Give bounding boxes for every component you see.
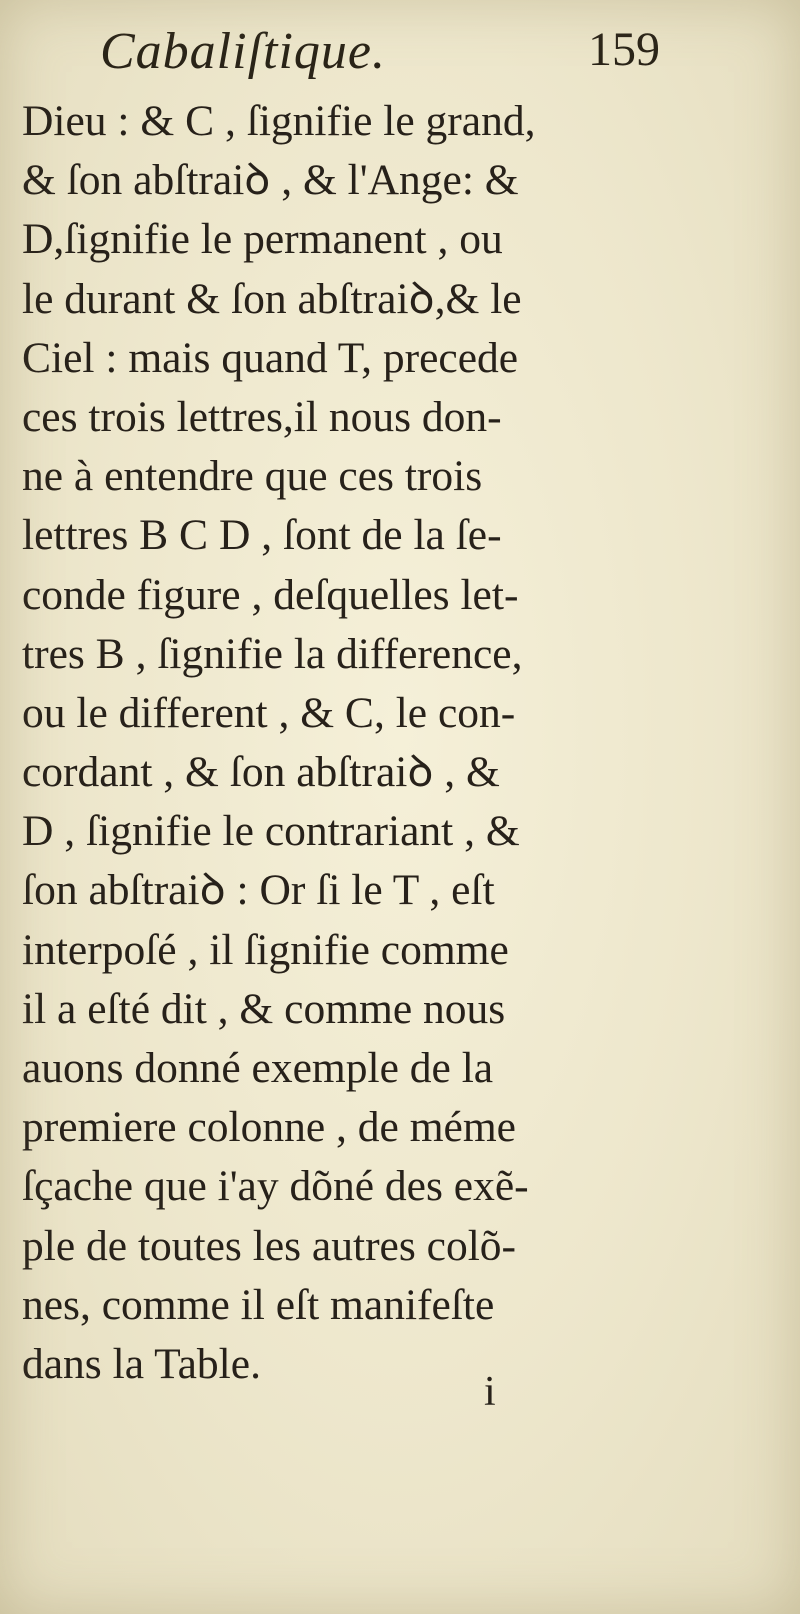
text-line: le durant & ſon abſtraiꝺ,& le xyxy=(22,274,522,323)
text-line: premiere colonne , de méme xyxy=(22,1103,516,1152)
text-line: D , ſignifie le contrariant , & xyxy=(22,807,520,856)
text-line: auons donné exemple de la xyxy=(22,1044,494,1092)
running-head: Cabaliſtique. xyxy=(100,23,386,80)
page-header xyxy=(100,22,660,92)
text-line: nes, comme il eſt manifeſte xyxy=(22,1280,495,1329)
text-line: Ciel : mais quand T, precede xyxy=(22,333,519,382)
text-line: ſçache que i'ay dõné des exẽ- xyxy=(22,1162,529,1211)
text-line: ple de toutes les autres colõ- xyxy=(22,1221,517,1270)
body-text xyxy=(22,92,642,1394)
text-line: & ſon abſtraiꝺ , & l'Ange: & xyxy=(22,156,519,205)
text-line: il a eſté dit , & comme nous xyxy=(22,984,506,1033)
page-number: 159 xyxy=(588,23,660,76)
text-line: ces trois lettres,il nous don- xyxy=(22,392,502,441)
signature-mark: i xyxy=(484,1369,496,1415)
text-line: Dieu : & C , ſignifie le grand, xyxy=(22,97,536,145)
text-line: dans la Table. xyxy=(22,1339,261,1388)
text-line: lettres B C D , ſont de la ſe- xyxy=(22,511,502,560)
text-line: ou le different , & C, le con- xyxy=(22,688,516,737)
text-line: ne à entendre que ces trois xyxy=(22,452,483,501)
text-line: ſon abſtraiꝺ : Or ſi le T , eſt xyxy=(22,866,495,915)
text-line: interpoſé , il ſignifie comme xyxy=(22,925,509,974)
text-line: conde figure , deſquelles let- xyxy=(22,570,519,619)
text-line: cordant , & ſon abſtraiꝺ , & xyxy=(22,748,500,797)
text-line: D,ſignifie le permanent , ou xyxy=(22,215,503,264)
text-line: tres B , ſignifie la difference, xyxy=(22,629,523,678)
